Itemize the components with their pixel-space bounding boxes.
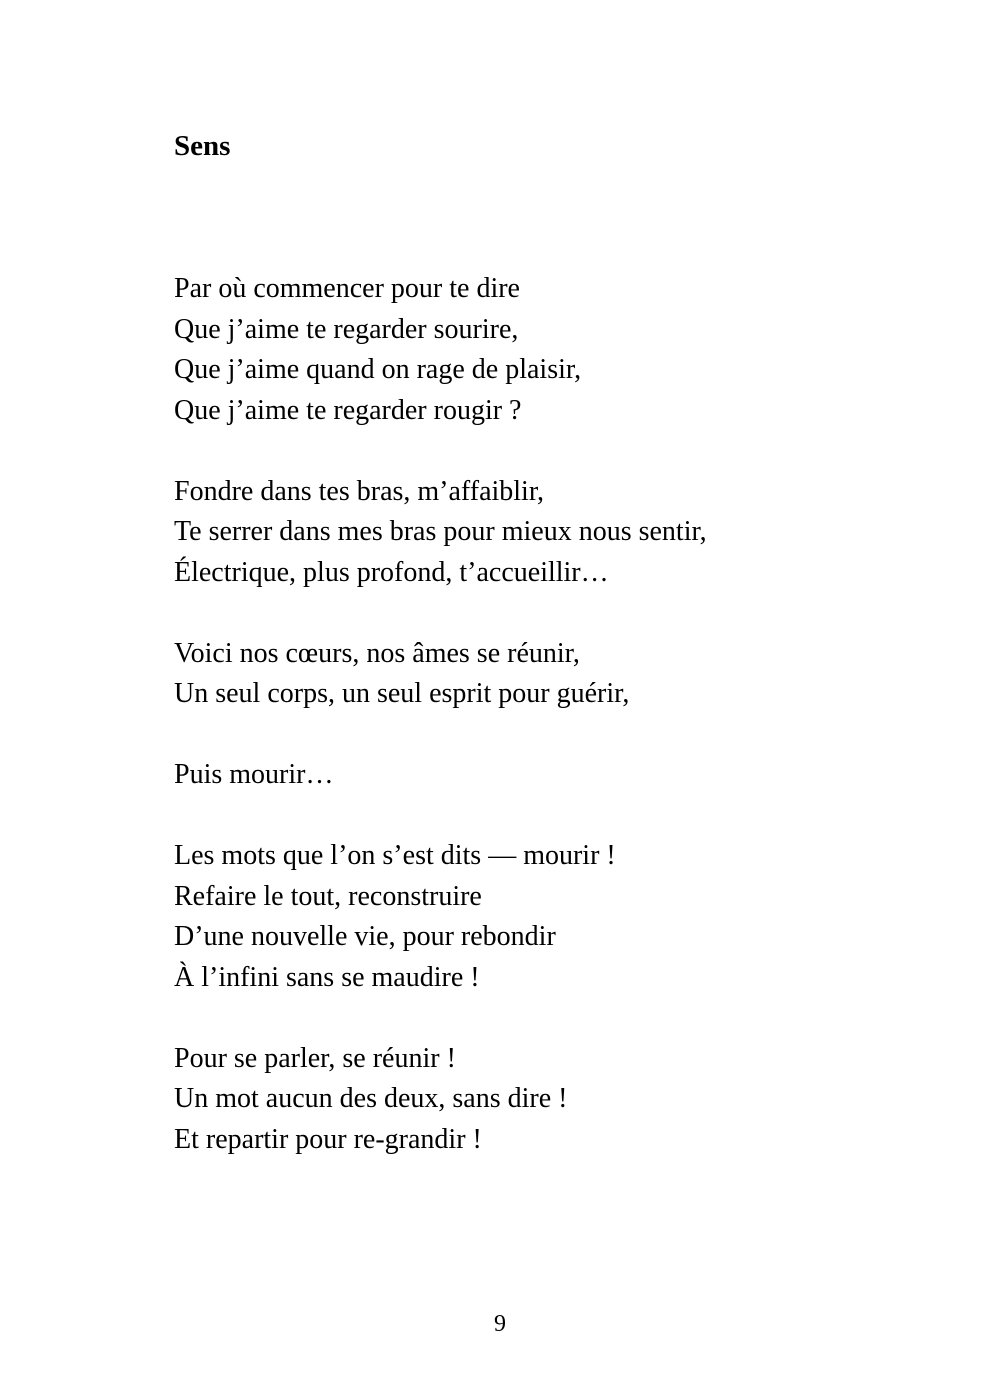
stanza [174, 634, 934, 715]
verse-line: Que j’aime quand on rage de plaisir, [174, 354, 582, 385]
verse-line: Refaire le tout, reconstruire [174, 880, 482, 912]
stanza [174, 269, 934, 431]
verse-line: Que j’aime te regarder sourire, [174, 313, 519, 345]
verse-line: Te serrer dans mes bras pour mieux nous sentir, [174, 516, 707, 547]
verse-line: Puis mourir… [174, 759, 334, 790]
stanza [174, 472, 934, 594]
verse-line: Et repartir pour re-grandir ! [174, 1123, 482, 1155]
verse-line: Fondre dans tes bras, m’affaiblir, [174, 475, 545, 507]
verse-line: Un seul corps, un seul esprit pour guérir, [174, 678, 630, 709]
stanza [174, 755, 934, 796]
poem-body [174, 269, 934, 1201]
verse-line: Électrique, plus profond, t’accueillir… [174, 556, 609, 588]
verse-line: Que j’aime te regarder rougir ? [174, 394, 522, 426]
page-number: 9 [494, 1311, 506, 1337]
stanza [174, 836, 934, 998]
verse-line: D’une nouvelle vie, pour rebondir [174, 921, 556, 952]
verse-line: Par où commencer pour te dire [174, 273, 520, 304]
verse-line: Voici nos cœurs, nos âmes se réunir, [174, 637, 580, 669]
verse-line: À l’infini sans se maudire ! [174, 961, 480, 993]
stanza [174, 1039, 934, 1161]
verse-line: Pour se parler, se réunir ! [174, 1042, 456, 1074]
verse-line: Les mots que l’on s’est dits — mourir ! [174, 840, 616, 871]
poem-title: Sens [174, 130, 231, 162]
verse-line: Un mot aucun des deux, sans dire ! [174, 1083, 568, 1114]
